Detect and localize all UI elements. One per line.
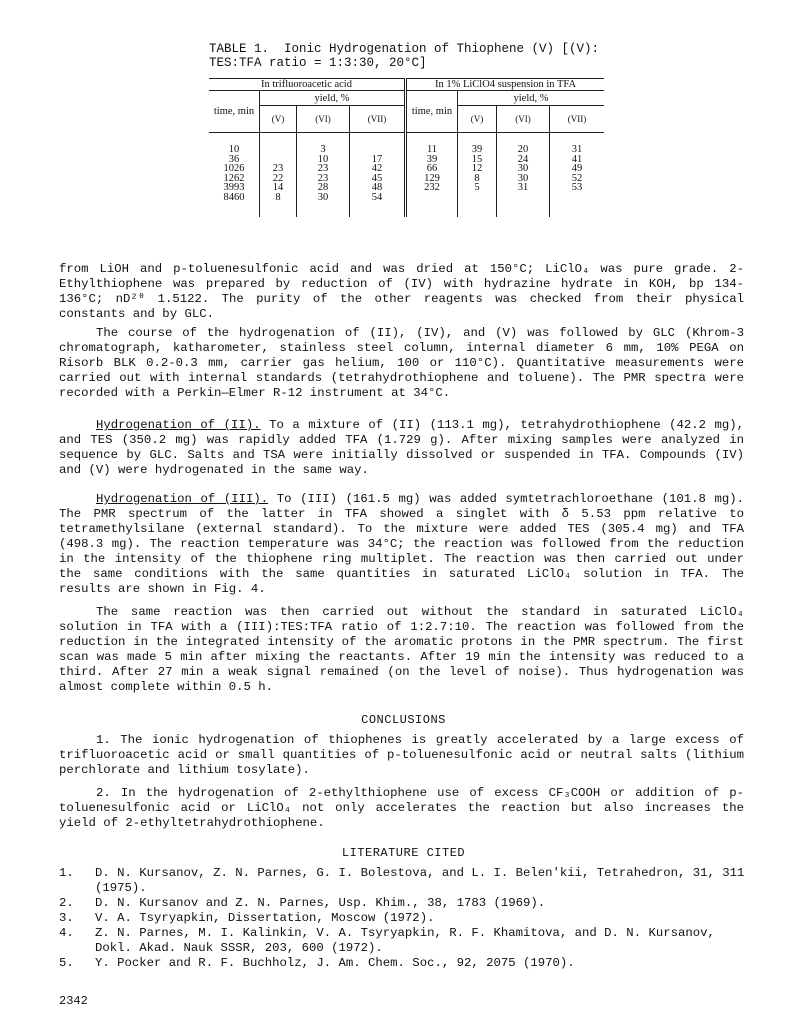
table-col-vi-right: (VI) (497, 106, 550, 133)
reference-text: V. A. Tsyryapkin, Dissertation, Moscow (1972). (95, 911, 435, 925)
table-cell: 10 (228, 144, 240, 155)
reference-number: 4. (59, 926, 74, 940)
conclusion-2: 2. In the hydrogenation of 2-ethylthiophene use of excess CF₃COOH or addition of p-toluenesulfonic acid or LiClO₄ not only accelerates the reaction but also increases the yield of 2-ethyltetrahydrothiophene. (59, 786, 744, 830)
literature-heading: LITERATURE CITED (341, 846, 466, 860)
page-number: 2342 (59, 994, 88, 1008)
table-cell: 66 (426, 163, 438, 174)
table-cell: 3 (320, 144, 326, 155)
table-col-vi-left: (VI) (297, 106, 350, 133)
table-group-left: In trifluoroacetic acid (209, 79, 406, 91)
table-cell: 8 (275, 191, 281, 203)
table-cell: 8460 (223, 191, 245, 203)
data-table (209, 78, 604, 217)
paragraph-reaction-without-standard: The same reaction was then carried out without the standard in saturated LiClO₄ solution in TFA with a (III):TES:TFA ratio of 1:2.7:10. The reaction was followed from the reduction in the integrated intensity of the aromatic protons in the PMR spectrum. The first scan was made 5 min after mixing the reactants. After 19 min the intensity was reduced to a third. After 27 min a weak signal remained (on the level of noise). Thus hydrogenation was almost complete within 0.5 h. (59, 605, 744, 694)
reference-number: 2. (59, 896, 74, 910)
table-cell: 31 (571, 144, 583, 155)
table-cell: 53 (571, 182, 583, 193)
table-col-data (260, 133, 297, 218)
table-cell: 45 (371, 172, 383, 184)
table-cell: 11 (426, 144, 438, 155)
table-cell: 54 (371, 191, 383, 203)
table-yield-header-right: yield, % (458, 91, 605, 106)
table-cell: 1262 (223, 172, 245, 184)
section-heading-hydrogenation-iii: Hydrogenation of (III). (96, 492, 269, 506)
table-cell: 30 (317, 191, 329, 203)
table-col-data (209, 133, 260, 218)
table-col-data (550, 133, 605, 218)
table-cell: 30 (517, 163, 529, 174)
reference-item (59, 926, 749, 956)
table-col-vii-left: (VII) (350, 106, 406, 133)
paragraph-hydrogenation-iii (59, 492, 744, 597)
reference-text: D. N. Kursanov and Z. N. Parnes, Usp. Khim., 38, 1783 (1969). (95, 896, 546, 910)
table-cell: 42 (371, 163, 383, 174)
table-cell: 48 (371, 182, 383, 193)
table-cell: 1026 (223, 163, 245, 174)
table-time-header-right: time, min (406, 91, 458, 133)
table-cell: 129 (424, 172, 440, 184)
reference-text: D. N. Kursanov, Z. N. Parnes, G. I. Bolestova, and L. I. Belen'kii, Tetrahedron, 31, 311 (1975). (95, 866, 745, 895)
reference-number: 5. (59, 956, 74, 970)
table-time-header-left: time, min (213, 106, 255, 117)
paragraph-text: To (III) (161.5 mg) was added symtetrachloroethane (101.8 mg). The PMR spectrum of the latter in TFA showed a singlet with δ 5.53 ppm relative to tetramethylsilane (external standard). To the mixture were added TES (305.4 mg) and TFA (498.3 mg). The reaction temperature was 34°C; the reaction was followed from the reduction in the intensity of the thiophene ring multiplet. The reaction was then carried out under the same conditions with the same quantities in saturated LiClO₄ solution in TFA. The results are shown in Fig. 4. (59, 492, 744, 596)
reference-number: 1. (59, 866, 74, 880)
paragraph-glc-method: The course of the hydrogenation of (II), (IV), and (V) was followed by GLC (Khrom-3 chromatograph, katharometer, stainless steel column, internal diameter 6 mm, 10% PEGA on Risorb BLK 0.2-0.3 mm, carrier gas helium, 100 or 110°C). Quantitative measurements were carried out with internal standards (tetrahydrothiophene and toluene). The PMR spectra were recorded with a Perkin—Elmer R-12 instrument at 34°C. (59, 326, 744, 400)
table-yield-header-left: yield, % (260, 91, 406, 106)
table-cell: 20 (517, 144, 529, 155)
table-col-data (497, 133, 550, 218)
table-cell: 15 (471, 153, 483, 165)
table-cell: 14 (272, 182, 284, 193)
table-cell: 5 (474, 182, 480, 193)
reference-number: 3. (59, 911, 74, 925)
reference-item (59, 866, 749, 896)
table-cell: 24 (517, 153, 529, 165)
table-cell: 52 (571, 172, 583, 184)
table-col-v-left: (V) (260, 106, 297, 133)
table-cell: 3993 (223, 182, 245, 193)
table-col-data (458, 133, 497, 218)
table-cell: 39 (426, 153, 438, 165)
table-col-data (350, 133, 406, 218)
table-cell: 17 (371, 153, 383, 165)
table-cell: 23 (317, 172, 329, 184)
table-col-v-right: (V) (458, 106, 497, 133)
reference-text: Z. N. Parnes, M. I. Kalinkin, V. A. Tsyryapkin, R. F. Khamitova, and D. N. Kursanov, Dokl. Akad. Nauk SSSR, 203, 600 (1972). (95, 926, 715, 955)
section-heading-hydrogenation-ii: Hydrogenation of (II). (96, 418, 261, 432)
table-cell: 10 (317, 153, 329, 165)
table-title: TABLE 1. Ionic Hydrogenation of Thiophene (V) [(V): TES:TFA ratio = 1:3:30, 20°C] (209, 42, 600, 70)
table-cell: 12 (471, 163, 483, 174)
table-cell: 41 (571, 153, 583, 165)
table-col-vii-right: (VII) (550, 106, 605, 133)
paragraph-materials: from LiOH and p-toluenesulfonic acid and was dried at 150°C; LiClO₄ was pure grade. 2-Ethylthiophene was prepared by reduction of (IV) with hydrazine hydrate in KOH, bp 134-136°C; nD²⁰ 1.5122. The purity of the other reagents was checked from their physical constants and by GLC. (59, 262, 744, 321)
table-cell: 232 (424, 182, 440, 193)
table-col-data (297, 133, 350, 218)
conclusions-heading: CONCLUSIONS (361, 713, 446, 727)
reference-text: Y. Pocker and R. F. Buchholz, J. Am. Chem. Soc., 92, 2075 (1970). (95, 956, 575, 970)
table-cell: 28 (317, 182, 329, 193)
paragraph-hydrogenation-ii (59, 418, 744, 478)
reference-item (59, 896, 749, 911)
table-group-right: In 1% LiClO4 suspension in TFA (406, 79, 605, 91)
table-col-data (406, 133, 458, 218)
reference-item (59, 956, 749, 971)
table-cell: 23 (272, 163, 284, 174)
table-cell: 22 (272, 172, 284, 184)
conclusion-1: 1. The ionic hydrogenation of thiophenes is greatly accelerated by a large excess of trifluoroacetic acid or small quantities of p-toluenesulfonic acid or neutral salts (lithium perchlorate and lithium tosylate). (59, 733, 744, 777)
table-cell: 31 (517, 182, 529, 193)
table-cell: 49 (571, 163, 583, 174)
table-cell: 30 (517, 172, 529, 184)
paragraph-text: To a mixture of (II) (113.1 mg), tetrahydrothiophene (42.2 mg), and TES (350.2 mg) was rapidly added TFA (1.729 g). After mixing samples were analyzed in sequence by GLC. Salts and TSA were initially dissolved or suspended in TFA. Compounds (IV) and (V) were hydrogenated in the same way. (59, 418, 744, 477)
table-cell: 36 (228, 153, 240, 165)
reference-item (59, 911, 749, 926)
table-cell: 8 (474, 172, 480, 184)
table-cell (262, 145, 294, 155)
table-cell: 39 (471, 144, 483, 155)
table-cell: 23 (317, 163, 329, 174)
